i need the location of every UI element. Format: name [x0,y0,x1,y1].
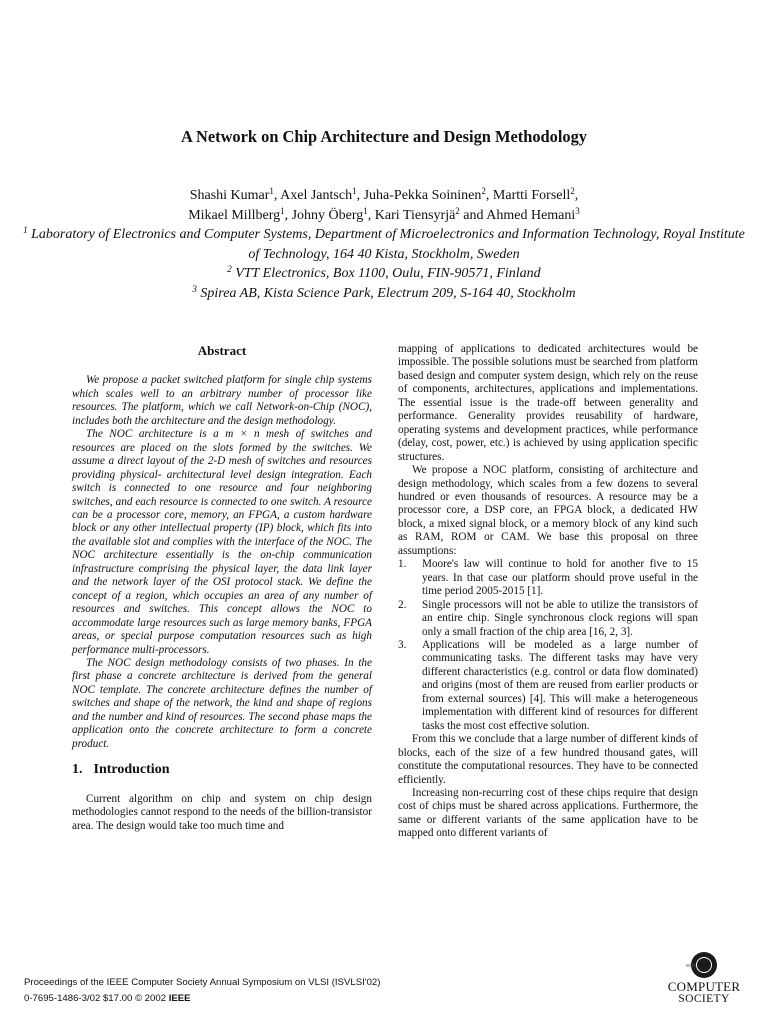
list-number: 1. [398,558,407,571]
body-paragraph: Increasing non-recurring cost of these chips require that design cost of chips must be shared across applications. Furthermore, the same or different variants of the same application have to be mapped onto different variants of [398,786,698,840]
author-sup: 1 [280,205,285,216]
body-paragraph: We propose a NOC platform, consisting of architecture and design methodology, which scales from a few dozens to several hundred or even thousands of resources. A resource may be a processor core, a DSP core, an FPGA block, a dedicated HW block, a mixed signal block, or a memory block of any kind such as RAM, ROM or CAM. We base this proposal on three assumptions: [398,464,698,557]
list-text: Single processors will not be able to utilize the transistors of an entire chip. Single synchronous clock regions will span only a small fraction of the chip area [16, 2, 3]. [422,598,698,638]
author: Shashi Kumar [189,188,270,203]
ieee-mark: IEEE [168,993,191,1004]
list-text: Moore's law will continue to hold for another five to 15 years. In that case our platform should prove useful in the time period 2005-2015 [1]. [422,558,698,598]
author-sup: 2 [570,186,575,196]
list-number: 3. [398,638,407,651]
author: Johny Öberg [291,207,364,223]
logo-text-society: SOCIETY [678,993,730,1005]
list-item [398,639,698,733]
author: Martti Forsell [492,188,571,203]
author-sup: 2 [455,205,460,216]
affiliation-1: $^1$ Laboratory of Electronics and Computer Systems, Department of Microelectronics and Information Technology, Royal Institute of Technology, 164 40 Kista, Stockholm, Sweden [23,225,745,262]
author-sup: 1 [363,205,368,216]
section-title: Introduction [93,762,170,778]
list-number: 2. [398,598,407,611]
author: Mikael Millberg [188,207,281,223]
author: Juha-Pekka Soininen [363,188,482,203]
logo-ieee-text: IEEE [686,963,697,968]
left-column [72,344,372,833]
author: Ahmed Hemani [486,207,576,223]
author-sup: 1 [269,186,274,196]
affiliation-2: $^2$ VTT Electronics, Box 1100, Oulu, FIN-90571, Finland [227,264,541,282]
right-column [398,343,698,841]
list-text: Applications will be modeled as a large number of communicating tasks. The different tasks may have very different characteristics (e.g. control or data flow dominated) and origins (most of them are reused from earlier products or from external sources) [4]. This will make a heterogeneous implementation with different kind of resources for different tasks the most cost effective solution. [422,638,698,732]
body-paragraph: From this we conclude that a large number of different kinds of blocks, each of the size of a few hundred thousand gates, will constitute the computational resources. They have to be connected efficiently. [398,733,698,786]
page-footer [24,975,544,1007]
abstract-heading: Abstract [197,343,247,358]
author-sup: 1 [352,186,357,196]
abstract-paragraph: The NOC design methodology consists of two phases. In the first phase a concrete architecture is derived from the general NOC template. The concrete architecture defines the number of switches and shape of the network, the kind and shape of regions and the number and kind of resources. The second phase maps the application onto the concrete architecture to form a concrete product. [72,656,372,750]
author: Axel Jantsch [280,188,353,203]
author-sup: 2 [481,186,486,196]
abstract-paragraph: We propose a packet switched platform for single chip systems which scales well to an arbitrary number of processor like resources. The platform, which we call Network-on-Chip (NOC), includes both the architecture and the design methodology. [72,374,372,427]
body-paragraph: mapping of applications to dedicated architectures would be impossible. The possible solutions must be searched from platform based design and computer system design, which rely on the reuse of components, architectures, applications and implementations. The essential issue is the trade-off between generality and performance. Generality provides reusability of hardware, operating systems and development practices, while performance (delay, cost, power, etc.) is achieved by using application specific structures. [398,343,698,463]
assumption-list [398,558,698,733]
author-sup: 3 [575,205,580,216]
affiliation-3: $^3$ Spirea AB, Kista Science Park, Electrum 209, S-164 40, Stockholm [192,283,576,301]
introduction-body [72,793,372,833]
list-item [398,599,698,639]
body-paragraph: Current algorithm on chip and system on chip design methodologies cannot respond to the needs of the billion-transistor area. The design would take too much time and [72,792,372,832]
author: Kari Tiensyrjä [374,207,456,223]
author-line-2: Mikael Millberg$^1$, Johny Öberg$^1$, Kari Tiensyrjä$^2$ and Ahmed Hemani$^3$ [188,205,580,223]
logo-text-computer: COMPUTER [667,979,741,994]
author-line-1: Shashi Kumar$^1$, Axel Jantsch$^1$, Juha-Pekka Soininen$^2$, Martti Forsell$^2$, [189,186,579,203]
proceedings-line: Proceedings of the IEEE Computer Society Annual Symposium on VLSI (ISVLSI'02) [24,977,381,988]
section-number: 1. [72,762,83,778]
abstract-body [72,374,372,751]
paper-title: A Network on Chip Architecture and Design Methodology [181,127,587,146]
list-item [398,558,698,598]
author-block [20,186,748,304]
section-heading-introduction [72,763,372,776]
copyright-line: 0-7695-1486-3/02 $17.00 © 2002 IEEE [24,993,191,1004]
computer-society-logo [662,952,746,1008]
abstract-paragraph: The NOC architecture is a m × n mesh of switches and resources are placed on the slots formed by the switches. We assume a direct layout of the 2-D mesh of switches and resources providing physical- architectural level design integration. Each switch is connected to one resource and four neighboring switches, and each resource is connected to one switch. A resource can be a processor core, memory, an FPGA, a custom hardware block or any other intellectual property (IP) block, which fits into the available slot and complies with the interface of the NOC. The NOC architecture essentially is the on-chip communication infrastructure comprising the physical layer, the data link layer and the network layer of the OSI protocol stack. We define the concept of a region, which occupies an area of any number of resources and switches. This concept allows the NOC to accommodate large resources such as large memory banks, FPGA areas, or special purpose computation resources such as high performance multi-processors. [72,428,372,656]
